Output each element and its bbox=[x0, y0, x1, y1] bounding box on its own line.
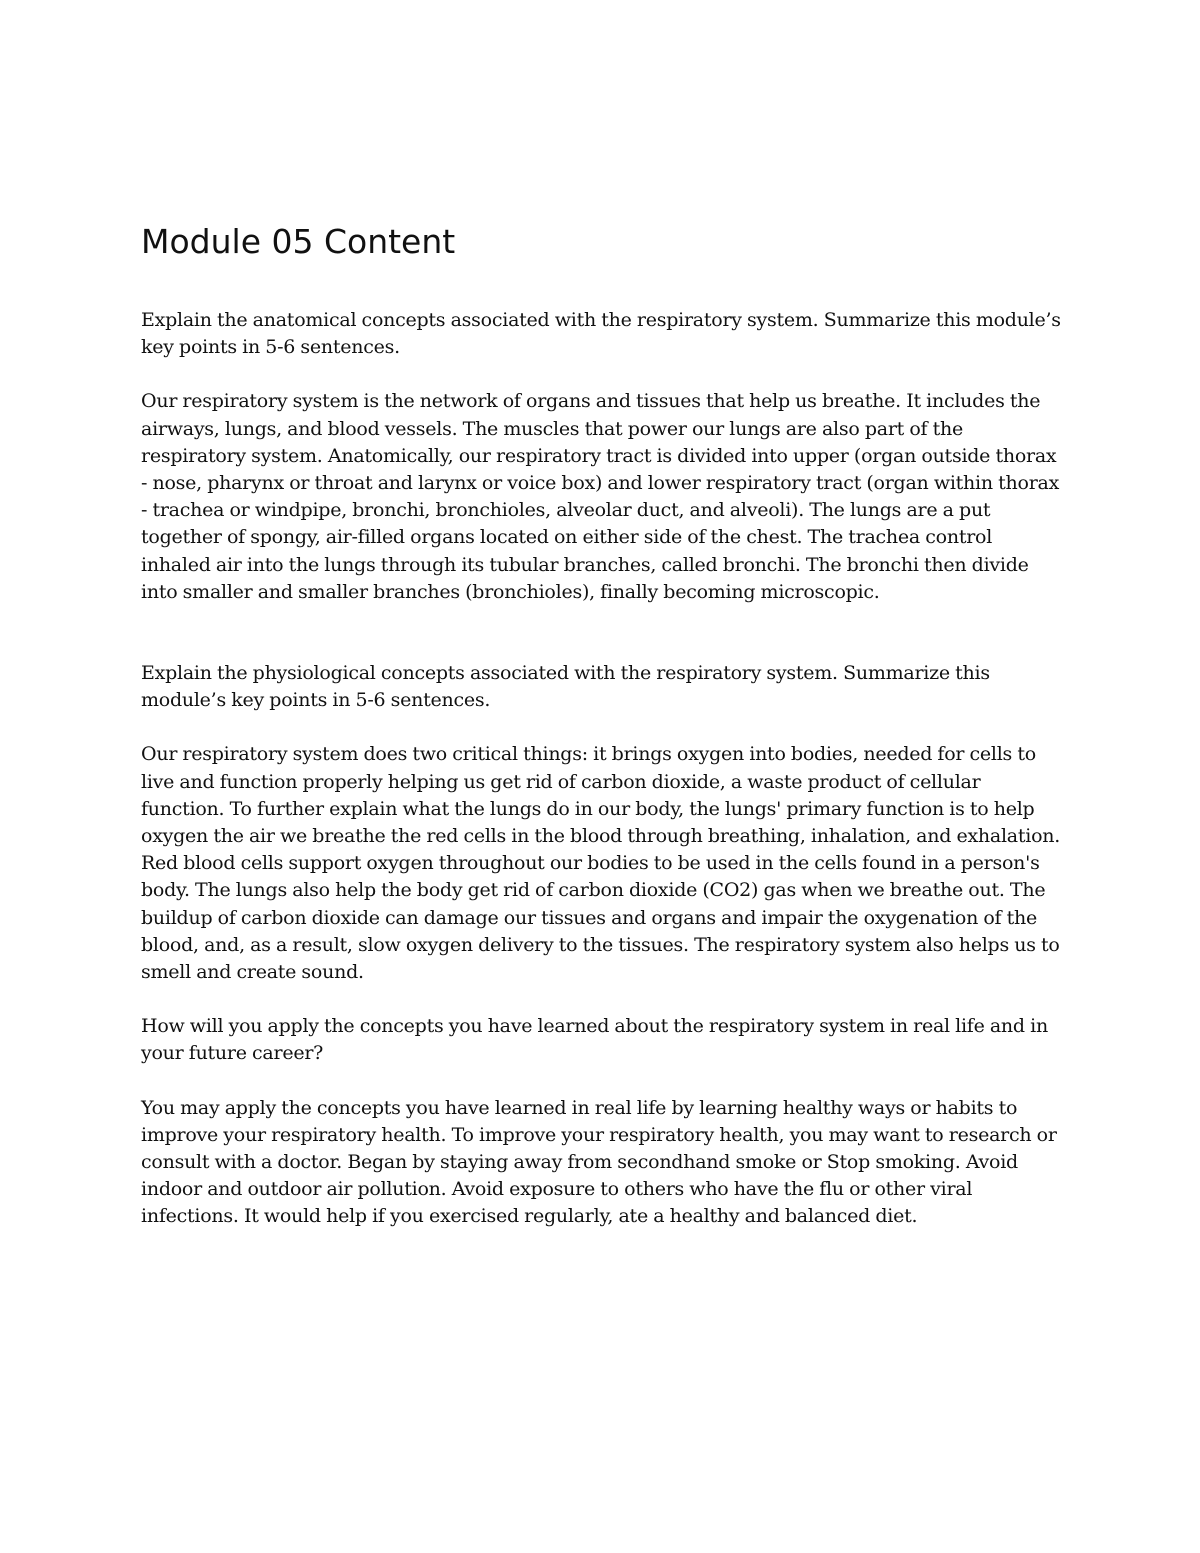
paragraph-spacer bbox=[141, 986, 1063, 1013]
answer-application: You may apply the concepts you have learned in real life by learning healthy ways or habits to improve your respiratory health. To improve your respiratory health, you may want to research or consult with a doctor. Began by staying away from secondhand smoke or Stop smoking. Avoid indoor and outdoor air pollution. Avoid exposure to others who have the flu or other viral infections. It would help if you exercised regularly, ate a healthy and balanced diet. bbox=[141, 1096, 1057, 1228]
question-physiological: Explain the physiological concepts associated with the respiratory system. Summarize this module’s key points in 5-6 sentences. bbox=[141, 662, 990, 712]
question-application: How will you apply the concepts you have learned about the respiratory system in real life and in your future career? bbox=[141, 1015, 1048, 1065]
paragraph-spacer bbox=[141, 361, 1063, 388]
document-title: Module 05 Content bbox=[141, 222, 456, 261]
document-body bbox=[141, 222, 1063, 1231]
question-anatomical: Explain the anatomical concepts associated with the respiratory system. Summarize this module’s key points in 5-6 sentences. bbox=[141, 309, 1061, 359]
paragraph-spacer bbox=[141, 1068, 1063, 1095]
paragraph-spacer bbox=[141, 714, 1063, 741]
section-spacer bbox=[141, 606, 1063, 660]
answer-physiological: Our respiratory system does two critical things: it brings oxygen into bodies, needed for cells to live and function properly helping us get rid of carbon dioxide, a waste product of cellular function. To further explain what the lungs do in our body, the lungs' primary function is to help oxygen the air we breathe the red cells in the blood through breathing, inhalation, and exhalation. Red blood cells support oxygen throughout our bodies to be used in the cells found in a person's body. The lungs also help the body get rid of carbon dioxide (CO2) gas when we breathe out. The buildup of carbon dioxide can damage our tissues and organs and impair the oxygenation of the blood, and, as a result, slow oxygen delivery to the tissues. The respiratory system also helps us to smell and create sound. bbox=[141, 743, 1061, 984]
answer-anatomical: Our respiratory system is the network of organs and tissues that help us breathe. It includes the airways, lungs, and blood vessels. The muscles that power our lungs are also part of the respiratory system. Anatomically, our respiratory tract is divided into upper (organ outside thorax - nose, pharynx or throat and larynx or voice box) and lower respiratory tract (organ within thorax - trachea or windpipe, bronchi, bronchioles, alveolar duct, and alveoli). The lungs are a put together of spongy, air-filled organs located on either side of the chest. The trachea control inhaled air into the lungs through its tubular branches, called bronchi. The bronchi then divide into smaller and smaller branches (bronchioles), finally becoming microscopic. bbox=[141, 390, 1060, 603]
